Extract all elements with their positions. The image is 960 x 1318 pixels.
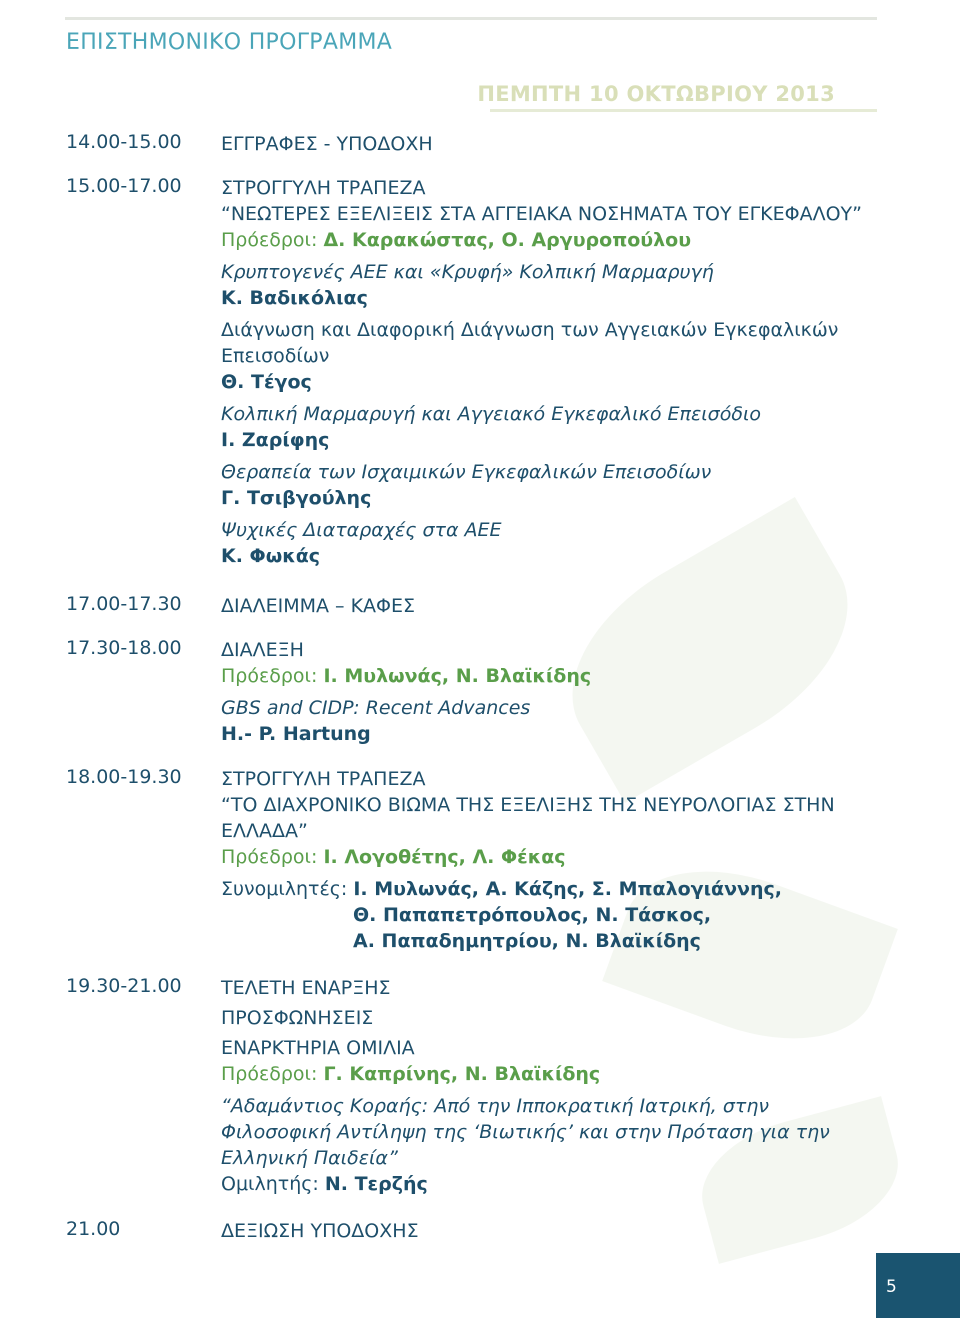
session-time: 19.30-21.00 [66,975,182,997]
chairs-label: Πρόεδροι: [221,229,318,251]
discussants-names: Ι. Μυλωνάς, Α. Κάζης, Σ. Μπαλογιάννης, [353,878,782,900]
session-subtitle: “ΝΕΩΤΕΡΕΣ ΕΞΕΛΙΞΕΙΣ ΣΤΑ ΑΓΓΕΙΑΚΑ ΝΟΣΗΜΑΤΑ ΤΟΥ ΕΓΚΕΦΑΛΟΥ” [221,203,862,225]
talk-title: GBS and CIDP: Recent Advances [221,697,531,719]
talk-speaker: H.- P. Hartung [221,723,371,745]
talk-title: Διάγνωση και Διαφορική Διάγνωση των Αγγειακών Εγκεφαλικών Επεισοδίων [221,319,839,367]
talk-title: Κολπική Μαρμαρυγή και Αγγειακό Εγκεφαλικό Επεισόδιο [221,403,762,425]
discussants-label: Συνομιλητές: [221,878,348,900]
speaker-label: Ομιλητής: [221,1173,319,1195]
talk-title: Κρυπτογενές ΑΕΕ και «Κρυφή» Κολπική Μαρμαρυγή [221,261,714,283]
page-title: ΕΠΙΣΤΗΜΟΝΙΚΟ ΠΡΟΓΡΑΜΜΑ [66,30,393,55]
date-rule [490,109,877,112]
chairs-names: Γ. Καπρίνης, Ν. Βλαϊκίδης [323,1063,601,1085]
session-title: ΕΓΓΡΑΦΕΣ - ΥΠΟΔΟΧΗ [221,133,433,155]
chairs-names: Δ. Καρακώστας, Ο. Αργυροπούλου [323,229,692,251]
discussants [221,876,871,902]
discussants-names: Θ. Παπαπετρόπουλος, Ν. Τάσκος, [353,904,712,926]
chairs [221,663,871,689]
discussants-names: Α. Παπαδημητρίου, Ν. Βλαϊκίδης [353,930,701,952]
session-title: ΔΙΑΛΕΙΜΜΑ – ΚΑΦΕΣ [221,595,415,617]
talk-title: Θεραπεία των Ισχαιμικών Εγκεφαλικών Επεισοδίων [221,461,712,483]
talk-speaker: Ι. Ζαρίφης [221,429,330,451]
session-title: ΔΕΞΙΩΣΗ ΥΠΟΔΟΧΗΣ [221,1220,419,1242]
session-content [221,131,871,157]
session-time: 17.30-18.00 [66,637,182,659]
page-number-box [876,1253,960,1318]
session-time: 17.00-17.30 [66,593,182,615]
session-title: ΤΕΛΕΤΗ ΕΝΑΡΞΗΣ [221,977,391,999]
chairs [221,1061,871,1087]
session-time: 21.00 [66,1218,121,1240]
chairs-label: Πρόεδροι: [221,1063,318,1085]
top-rule [65,17,877,20]
session-content [221,593,871,619]
session-title: ΔΙΑΛΕΞΗ [221,639,304,661]
talk-speaker: Κ. Βαδικόλιας [221,287,368,309]
talk-title: Ψυχικές Διαταραχές στα ΑΕΕ [221,519,502,541]
chairs [221,844,871,870]
session-content [221,637,871,747]
chairs [221,227,871,253]
chairs-label: Πρόεδροι: [221,846,318,868]
talk-title: “Αδαμάντιος Κοραής: Από την Ιπποκρατική Ιατρική, στην Φιλοσοφική Αντίληψη της ‘Βιωτικής’ και στην Πρόταση για την Ελληνική Παιδεία” [221,1095,830,1169]
session-subheading: ΕΝΑΡΚΤΗΡΙΑ ΟΜΙΛΙΑ [221,1037,415,1059]
talk-speaker: Κ. Φωκάς [221,545,321,567]
session-subtitle: “ΤΟ ΔΙΑΧΡΟΝΙΚΟ ΒΙΩΜΑ ΤΗΣ ΕΞΕΛΙΞΗΣ ΤΗΣ ΝΕΥΡΟΛΟΓΙΑΣ ΣΤΗΝ ΕΛΛΑΔΑ” [221,794,835,842]
talk-speaker: Θ. Τέγος [221,371,312,393]
chairs-names: Ι. Λογοθέτης, Λ. Φέκας [323,846,566,868]
page-number: 5 [886,1277,897,1297]
talk-speaker: Γ. Τσιβγούλης [221,487,372,509]
session-content [221,975,871,1197]
session-title: ΣΤΡΟΓΓΥΛΗ ΤΡΑΠΕΖΑ [221,768,426,790]
session-time: 15.00-17.00 [66,175,182,197]
session-time: 14.00-15.00 [66,131,182,153]
session-subheading: ΠΡΟΣΦΩΝΗΣΕΙΣ [221,1007,374,1029]
chairs-names: Ι. Μυλωνάς, Ν. Βλαϊκίδης [323,665,592,687]
session-content [221,766,871,954]
chairs-label: Πρόεδροι: [221,665,318,687]
date-heading: ΠΕΜΠΤΗ 10 ΟΚΤΩΒΡΙΟΥ 2013 [477,82,835,106]
talk-speaker: Ν. Τερζής [324,1173,428,1195]
session-time: 18.00-19.30 [66,766,182,788]
session-title: ΣΤΡΟΓΓΥΛΗ ΤΡΑΠΕΖΑ [221,177,426,199]
talk-speaker-line [221,1171,871,1197]
session-content [221,175,871,569]
session-content [221,1218,871,1244]
